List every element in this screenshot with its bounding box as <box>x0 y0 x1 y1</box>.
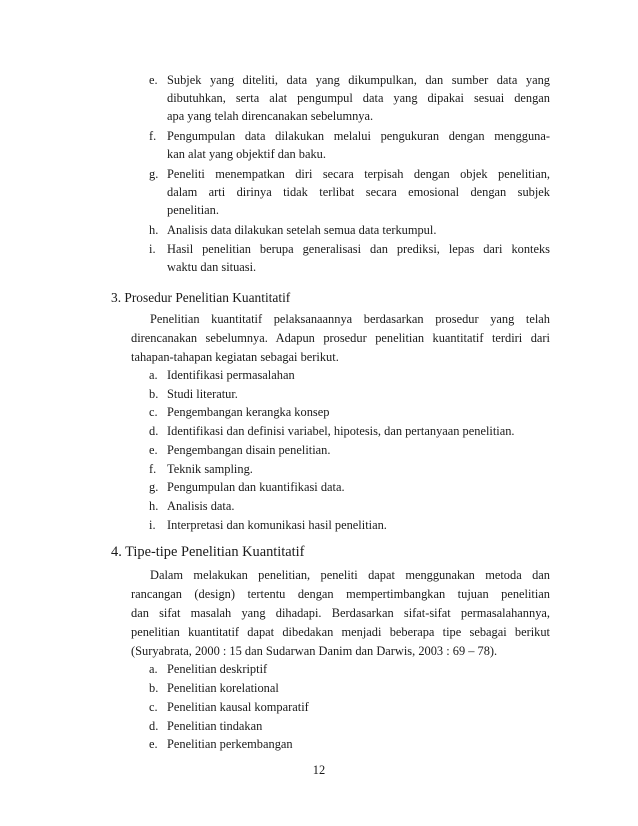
list-item-text: Pengumpulan dan kuantifikasi data. <box>167 480 345 494</box>
list-item-letter: g. <box>149 167 159 181</box>
list-item-letter: f. <box>149 462 157 476</box>
list-item-letter: i. <box>149 518 156 532</box>
list-item-text: Pengembangan disain penelitian. <box>167 443 331 457</box>
list-item-letter: b. <box>149 681 159 695</box>
list-item-text-line: apa yang telah direncanakan sebelumnya. <box>167 109 374 124</box>
list-item-text: Identifikasi dan definisi variabel, hipotesis, dan pertanyaan penelitian. <box>167 424 515 438</box>
section-heading: 4. Tipe-tipe Penelitian Kuantitatif <box>111 544 305 560</box>
list-item-text: Penelitian tindakan <box>167 719 263 733</box>
list-item-text-line: waktu dan situasi. <box>167 260 257 275</box>
list-item-text-line: dibutuhkan, serta alat pengumpul data yang dipakai sesuai dengan <box>167 91 550 106</box>
list-item-text-line: Analisis data dilakukan setelah semua data terkumpul. <box>167 223 437 237</box>
list-item-text: Pengembangan kerangka konsep <box>167 405 330 419</box>
list-item-letter: c. <box>149 700 158 714</box>
list-item-letter: i. <box>149 242 156 256</box>
list-item-text: Teknik sampling. <box>167 462 253 476</box>
list-item-text-line: dalam arti dirinya tidak terlibat secara emosional dengan subjek <box>167 185 550 200</box>
paragraph-line: rancangan (design) tertentu dengan mempertimbangkan tujuan penelitian <box>131 587 550 601</box>
list-item-text-line: penelitian. <box>167 203 219 218</box>
list-item-letter: d. <box>149 719 159 733</box>
paragraph-line: (Suryabrata, 2000 : 15 dan Sudarwan Danim dan Darwis, 2003 : 69 – 78). <box>131 644 498 658</box>
paragraph-line: penelitian kuantitatif dapat dibedakan menjadi beberapa tipe sebagai berikut <box>131 625 550 639</box>
paragraph-line: dan sifat masalah yang dihadapi. Berdasarkan sifat-sifat permasalahannya, <box>131 606 550 620</box>
list-item-letter: f. <box>149 129 157 143</box>
list-item <box>149 71 550 126</box>
list-item-letter: g. <box>149 480 159 494</box>
list-item-text-line: kan alat yang objektif dan baku. <box>167 147 326 162</box>
page-number: 12 <box>312 763 326 777</box>
list-item-letter: c. <box>149 405 158 419</box>
section-heading: 3. Prosedur Penelitian Kuantitatif <box>111 290 291 305</box>
list-item-text: Penelitian deskriptif <box>167 662 268 676</box>
paragraph-line: direncanakan sebelumnya. Adapun prosedur penelitian kuantitatif terdiri dari <box>131 331 550 345</box>
list-item-text: Penelitian korelational <box>167 681 279 695</box>
list-item <box>149 165 550 220</box>
paragraph-line: Dalam melakukan penelitian, peneliti dapat menggunakan metoda dan <box>150 568 550 582</box>
list-item-letter: a. <box>149 662 158 676</box>
list-item-text: Studi literatur. <box>167 387 238 401</box>
list-item-text-line: Hasil penelitian berupa generalisasi dan prediksi, lepas dari konteks <box>167 242 550 256</box>
list-item-text: Identifikasi permasalahan <box>167 368 295 382</box>
list-item-text-line: Pengumpulan data dilakukan melalui pengukuran dengan mengguna- <box>167 129 550 143</box>
list-item-text-line: Subjek yang diteliti, data yang dikumpulkan, dan sumber data yang <box>167 73 550 87</box>
list-item-letter: h. <box>149 223 159 237</box>
list-item-text: Analisis data. <box>167 499 235 513</box>
list-item <box>149 240 550 277</box>
list-item-letter: e. <box>149 737 158 751</box>
list-item-text: Penelitian perkembangan <box>167 737 293 751</box>
list-item-letter: e. <box>149 73 158 87</box>
list-item-text: Interpretasi dan komunikasi hasil penelitian. <box>167 518 387 532</box>
list-item-letter: h. <box>149 499 159 513</box>
list-item-letter: a. <box>149 368 158 382</box>
paragraph-line: tahapan-tahapan kegiatan sebagai berikut. <box>131 350 339 364</box>
list-item-letter: b. <box>149 387 159 401</box>
list-item-text: Penelitian kausal komparatif <box>167 700 309 714</box>
list-item-text-line: Peneliti menempatkan diri secara terpisah dengan objek penelitian, <box>167 167 550 181</box>
list-item <box>149 221 550 239</box>
list-item-letter: e. <box>149 443 158 457</box>
list-item <box>149 127 550 164</box>
list-item-letter: d. <box>149 424 159 438</box>
paragraph-line: Penelitian kuantitatif pelaksanaannya berdasarkan prosedur yang telah <box>150 312 550 326</box>
